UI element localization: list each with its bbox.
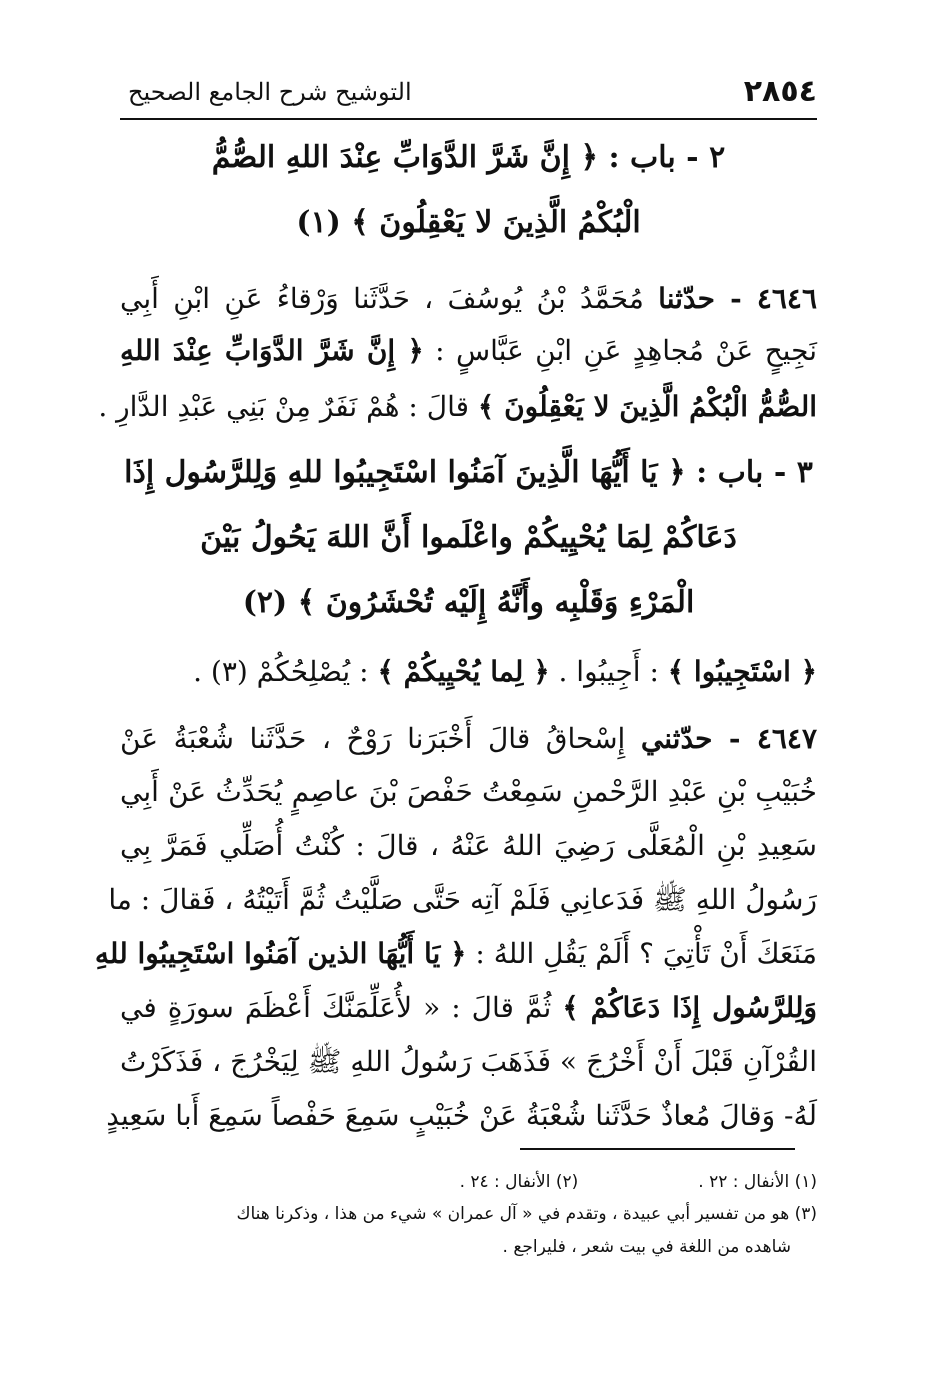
gloss-term: ﴿ اسْتَجِيبُوا ﴾ — [667, 655, 817, 688]
hadith-number: ٤٦٤٧ - حدّثني — [640, 722, 817, 755]
gloss-meaning: : أَجِيبُوا . — [549, 655, 668, 688]
chapter-3-heading-line-1: ٣ - باب : ﴿ يَا أَيُّهَا الَّذِينَ آمَنُوا اسْتَجِيبُوا للهِ وَلِلرَّسُول إِذَا — [124, 455, 813, 490]
gloss-term: ﴿ لِما يُحْيِيكُمْ ﴾ — [377, 655, 550, 688]
page-number: ٢٨٥٤ — [743, 74, 817, 109]
quran-quote: ﴿ يَا أَيُّهَا الذين آمَنُوا اسْتَجِيبُوا للهِ — [94, 937, 467, 970]
chapter-3-heading-line-3: الْمَرْءِ وَقَلْبِه وأَنَّهُ إِلَيْه تُحْشَرُونَ ﴾ (٢) — [242, 585, 695, 620]
page-header — [120, 68, 817, 120]
footnotes — [120, 1166, 817, 1263]
hadith-text: قالَ : هُمْ نَفَرٌ مِنْ بَنِي عَبْدِ الدَّارِ . — [98, 390, 478, 423]
footnote-3-line-1: (٣) هو من تفسير أبي عبيدة ، وتقدم في « آل عمران » شيء من هذا ، وذكرنا هناك — [236, 1204, 817, 1225]
hadith-4647-line-4: رَسُولُ اللهِ ﷺ فَدَعانِي فَلَمْ آتِه حَتَّى صَلَّيْتُ ثُمَّ أَتَيْتُهُ ، فَقالَ : ما — [108, 883, 817, 916]
hadith-4647-line-5 — [94, 937, 817, 971]
footnote-separator — [520, 1148, 795, 1150]
quran-quote: ﴿ إِنَّ شَرَّ الدَّوَابِّ عِنْدَ اللهِ — [120, 334, 424, 367]
hadith-4646-line-3 — [98, 390, 817, 424]
chapter-3-heading-line-2: دَعَاكُمْ لِمَا يُحْيِيكُمْ واعْلَموا أَنَّ اللهَ يَحُولُ بَيْنَ — [200, 520, 737, 555]
hadith-text: مَنَعَكَ أَنْ تَأْتِيَ ؟ أَلَمْ يَقُلِ اللهُ : — [466, 937, 817, 970]
hadith-4647-line-8: لَهُ- وَقالَ مُعاذٌ حَدَّثَنا شُعْبَةُ عَنْ خُبَيْبٍ سَمِعَ حَفْصاً سَمِعَ أَبا سَعِيدٍ — [106, 1099, 817, 1132]
hadith-4647-line-3: سَعِيدِ بْنِ الْمُعَلَّى رَضِيَ اللهُ عَنْهُ ، قالَ : كُنْتُ أُصَلِّي فَمَرَّ بِي — [120, 829, 817, 862]
quran-quote: وَلِلرَّسُول إِذَا دَعَاكُمْ ﴾ — [562, 991, 817, 1024]
quran-quote: الصُّمُّ الْبُكْمُ الَّذِينَ لا يَعْقِلُونَ ﴾ — [477, 390, 817, 423]
hadith-text: مُحَمَّدُ بْنُ يُوسُفَ ، حَدَّثَنا وَرْقاءُ عَنِ ابْنِ أَبِي — [120, 282, 659, 315]
gloss-meaning: : يُصْلِحُكُمْ (٣) . — [193, 655, 378, 688]
hadith-4647-line-1 — [120, 722, 817, 756]
hadith-4646-line-1 — [120, 282, 817, 316]
chapter-2-heading-line-1: ٢ - باب : ﴿ إِنَّ شَرَّ الدَّوَابِّ عِنْدَ اللهِ الصُّمُّ — [211, 140, 726, 175]
chapter-2-heading-line-2: الْبُكْمُ الَّذِينَ لا يَعْقِلُونَ ﴾ (١) — [296, 205, 641, 240]
hadith-text: نَجِيحٍ عَنْ مُجاهِدٍ عَنِ ابْنِ عَبَّاسٍ : — [423, 334, 817, 367]
hadith-text: ثُمَّ قالَ : « لأُعَلِّمَنَّكَ أَعْظَمَ سورَةٍ في — [120, 991, 563, 1024]
footnote-2: (٢) الأنفال : ٢٤ . — [459, 1172, 579, 1192]
hadith-number: ٤٦٤٦ - حدّثنا — [658, 282, 817, 315]
footnote-3-line-2: شاهده من اللغة في بيت شعر ، فليراجع . — [502, 1236, 791, 1257]
hadith-4647-line-7: القُرْآنِ قَبْلَ أَنْ أَخْرُجَ » فَذَهَبَ رَسُولُ اللهِ ﷺ لِيَخْرُجَ ، فَذَكَرْتُ — [120, 1045, 817, 1078]
hadith-4646-line-2 — [120, 334, 817, 368]
footnote-row — [120, 1166, 817, 1198]
hadith-4647-line-2: خُبَيْبِ بْنِ عَبْدِ الرَّحْمنِ سَمِعْتُ حَفْصَ بْنَ عاصِمٍ يُحَدِّثُ عَنْ أَبِي — [120, 775, 817, 808]
gloss-line — [120, 655, 817, 689]
footnote-1: (١) الأنفال : ٢٢ . — [698, 1172, 817, 1192]
hadith-4647-line-6 — [120, 991, 817, 1025]
hadith-text: إِسْحاقُ قالَ أَخْبَرَنا رَوْحٌ ، حَدَّثَنا شُعْبَةُ عَنْ — [120, 722, 641, 755]
running-title: التوشيح شرح الجامع الصحيح — [128, 78, 412, 106]
